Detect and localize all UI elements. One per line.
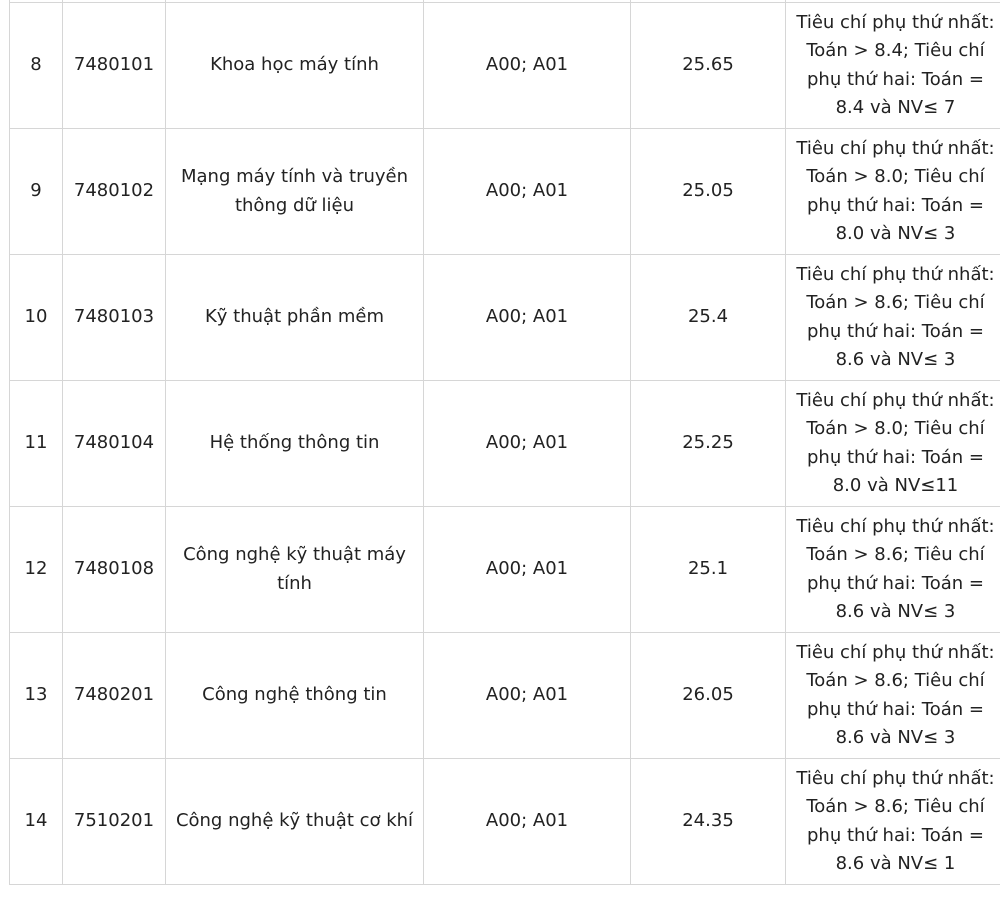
tie-break-criteria: Tiêu chí phụ thứ nhất: Toán > 8.0; Tiêu chí phụ thứ hai: Toán = 8.0 và NV≤11	[786, 381, 1000, 507]
tie-break-criteria: Tiêu chí phụ thứ nhất: Toán > 8.6; Tiêu chí phụ thứ hai: Toán = 8.6 và NV≤ 3	[786, 255, 1000, 381]
major-name: Kỹ thuật phần mềm	[166, 255, 424, 381]
subject-combination: A00; A01	[424, 381, 631, 507]
tie-break-criteria: Tiêu chí phụ thứ nhất: Toán > 8.4; Tiêu chí phụ thứ hai: Toán = 8.4 và NV≤ 7	[786, 3, 1000, 129]
row-number: 12	[10, 507, 63, 633]
row-number: 9	[10, 129, 63, 255]
subject-combination: A00; A01	[424, 507, 631, 633]
major-name: Mạng máy tính và truyền thông dữ liệu	[166, 129, 424, 255]
subject-combination: A00; A01	[424, 3, 631, 129]
major-name: Công nghệ kỹ thuật cơ khí	[166, 759, 424, 885]
table-row	[10, 381, 1000, 507]
table-row	[10, 507, 1000, 633]
subject-combination: A00; A01	[424, 129, 631, 255]
subject-combination: A00; A01	[424, 255, 631, 381]
row-number: 10	[10, 255, 63, 381]
benchmark-score: 24.35	[631, 759, 786, 885]
major-code: 7480102	[63, 129, 166, 255]
major-code: 7480108	[63, 507, 166, 633]
table-row	[10, 255, 1000, 381]
major-code: 7480104	[63, 381, 166, 507]
row-number: 8	[10, 3, 63, 129]
major-name: Công nghệ thông tin	[166, 633, 424, 759]
subject-combination: A00; A01	[424, 633, 631, 759]
table-row	[10, 129, 1000, 255]
tie-break-criteria: Tiêu chí phụ thứ nhất: Toán > 8.6; Tiêu chí phụ thứ hai: Toán = 8.6 và NV≤ 3	[786, 633, 1000, 759]
table-row	[10, 3, 1000, 129]
major-name: Hệ thống thông tin	[166, 381, 424, 507]
benchmark-score: 25.25	[631, 381, 786, 507]
subject-combination: A00; A01	[424, 759, 631, 885]
table-row	[10, 633, 1000, 759]
major-code: 7480201	[63, 633, 166, 759]
table-row	[10, 759, 1000, 885]
benchmark-score: 25.1	[631, 507, 786, 633]
benchmark-score: 25.65	[631, 3, 786, 129]
row-number: 14	[10, 759, 63, 885]
table-body	[10, 0, 1000, 885]
major-code: 7480101	[63, 3, 166, 129]
benchmark-score: 26.05	[631, 633, 786, 759]
row-number: 13	[10, 633, 63, 759]
benchmark-score: 25.05	[631, 129, 786, 255]
major-code: 7480103	[63, 255, 166, 381]
admission-score-table	[9, 0, 1000, 885]
major-code: 7510201	[63, 759, 166, 885]
benchmark-score: 25.4	[631, 255, 786, 381]
tie-break-criteria: Tiêu chí phụ thứ nhất: Toán > 8.0; Tiêu chí phụ thứ hai: Toán = 8.0 và NV≤ 3	[786, 129, 1000, 255]
row-number: 11	[10, 381, 63, 507]
tie-break-criteria: Tiêu chí phụ thứ nhất: Toán > 8.6; Tiêu chí phụ thứ hai: Toán = 8.6 và NV≤ 1	[786, 759, 1000, 885]
major-name: Khoa học máy tính	[166, 3, 424, 129]
tie-break-criteria: Tiêu chí phụ thứ nhất: Toán > 8.6; Tiêu chí phụ thứ hai: Toán = 8.6 và NV≤ 3	[786, 507, 1000, 633]
major-name: Công nghệ kỹ thuật máy tính	[166, 507, 424, 633]
